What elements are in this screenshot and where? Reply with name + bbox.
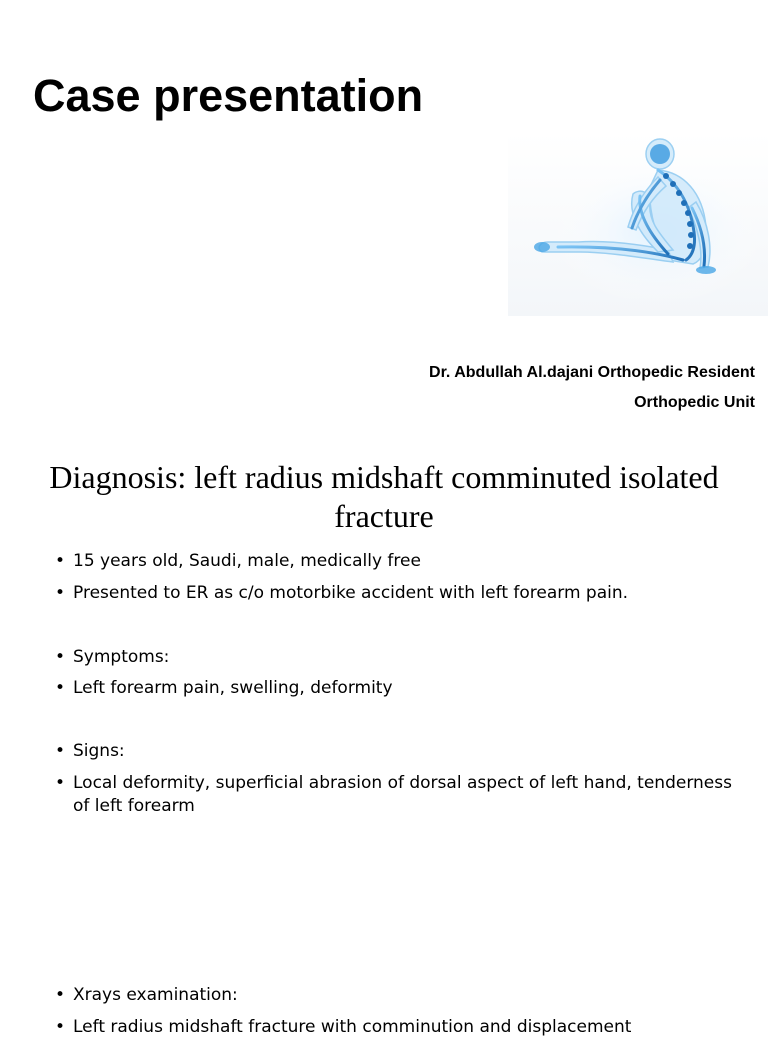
bullet-item: • 15 years old, Saudi, male, medically free (55, 550, 735, 573)
bullet-item: • Xrays examination: (55, 984, 735, 1007)
author-name: Dr. Abdullah Al.dajani Orthopedic Resident (429, 364, 755, 381)
diagnosis-slide (0, 432, 768, 1037)
title-slide (0, 0, 768, 432)
bullet-item: • Signs: (55, 740, 735, 763)
bullet-item: • Symptoms: (55, 646, 735, 669)
author-unit: Orthopedic Unit (634, 394, 755, 411)
bullet-item: • Left radius midshaft fracture with comminution and displacement (55, 1016, 735, 1039)
diagnosis-heading: Diagnosis: left radius midshaft comminuted isolated fracture (49, 459, 719, 534)
xray-skeleton-illustration (508, 132, 768, 316)
author-block (429, 358, 755, 418)
slide-title: Case presentation (33, 70, 424, 121)
bullet-item: • Presented to ER as c/o motorbike accident with left forearm pain. (55, 582, 735, 605)
bullet-item: • Local deformity, superficial abrasion of dorsal aspect of left hand, tenderness of left forearm (55, 772, 735, 818)
skeleton-figure-svg (508, 132, 768, 316)
bullet-item: • Left forearm pain, swelling, deformity (55, 677, 735, 700)
